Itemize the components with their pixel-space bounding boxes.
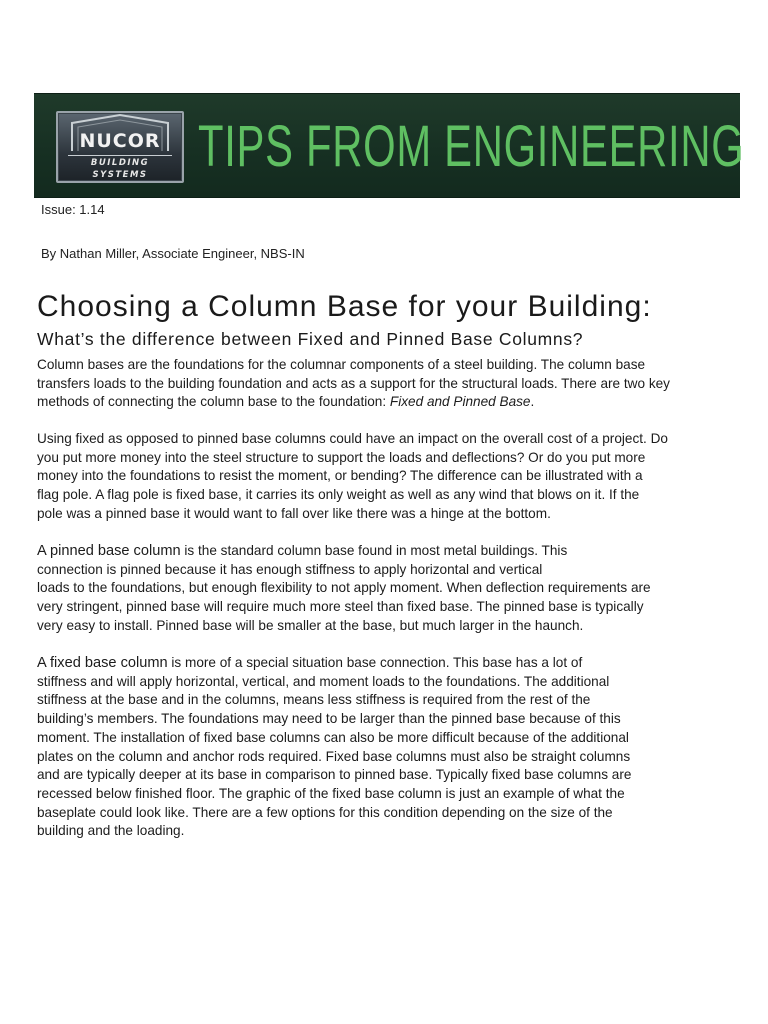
- emphasis-text: Fixed and Pinned Base: [389, 394, 531, 410]
- text-run: is the standard column base found in most metal buildings. This: [180, 543, 568, 558]
- banner-title: TIPS FROM ENGINEERING: [198, 113, 745, 179]
- text-line: recessed below finished floor. The graphic of the fixed base column is just an example of what the: [37, 785, 625, 801]
- text-line: stiffness at the base and in the columns, means less stiffness is required from the rest of the: [37, 692, 591, 708]
- text-line: baseplate could look like. There are a few options for this condition depending on the size of the: [37, 804, 613, 820]
- text-line: moment. The installation of fixed base columns can also be more difficult because of the additional: [37, 729, 629, 745]
- fixed-base-paragraph: [37, 654, 737, 841]
- text-line: very stringent, pinned base will require much more steel than fixed base. The pinned base is typically: [37, 599, 644, 615]
- issue-number: Issue: 1.14: [41, 202, 105, 217]
- cost-paragraph: [37, 430, 737, 524]
- text-line: very easy to install. Pinned base will be smaller at the base, but much larger in the haunch.: [37, 617, 584, 633]
- text-line: stiffness and will apply horizontal, vertical, and moment loads to the foundations. The additional: [37, 673, 610, 689]
- logo-tagline: BUILDING SYSTEMS: [68, 155, 172, 169]
- text-line: [37, 654, 737, 673]
- intro-paragraph: [37, 356, 737, 412]
- lead-term: A pinned base column: [37, 543, 181, 559]
- text-line: building’s members. The foundations may need to be larger than the pinned base because of this: [37, 711, 621, 727]
- lead-term: A fixed base column: [37, 655, 168, 671]
- logo-wordmark: NUCOR: [79, 130, 161, 152]
- text-line: Column bases are the foundations for the columnar components of a steel building. The column base: [37, 357, 646, 372]
- text-line: building and the loading.: [37, 823, 185, 839]
- text-run: methods of connecting the column base to the foundation:: [37, 394, 390, 410]
- pinned-base-paragraph: [37, 542, 737, 636]
- text-run: .: [530, 394, 535, 410]
- text-line: money into the foundations to resist the moment, or bending? The difference can be illustrated with a: [37, 468, 643, 484]
- text-line: flag pole. A flag pole is fixed base, it carries its only weight as well as any wind that blows on it. If the: [37, 487, 640, 503]
- text-line: loads to the foundations, but enough flexibility to not apply moment. When deflection requirements are: [37, 580, 651, 596]
- text-line: connection is pinned because it has enough stiffness to apply horizontal and vertical: [37, 561, 543, 577]
- text-run: is more of a special situation base connection. This base has a lot of: [167, 655, 583, 670]
- nucor-logo: [56, 111, 184, 183]
- text-line: transfers loads to the building foundation and acts as a support for the structural loads. There are two key: [37, 375, 670, 391]
- text-line: plates on the column and anchor rods required. Fixed base columns must also be straight columns: [37, 748, 631, 764]
- header-banner: [34, 93, 745, 198]
- article-subtitle: What’s the difference between Fixed and Pinned Base Columns?: [37, 329, 584, 349]
- author-byline: By Nathan Miller, Associate Engineer, NBS-IN: [41, 246, 305, 261]
- text-line: Using fixed as opposed to pinned base columns could have an impact on the overall cost of a project. Do: [37, 431, 668, 446]
- text-line: you put more money into the steel structure to support the loads and deflections? Or do you put more: [37, 449, 646, 465]
- article-title: Choosing a Column Base for your Building:: [37, 290, 652, 323]
- text-line: [37, 393, 737, 412]
- text-line: [37, 542, 737, 561]
- text-line: and are typically deeper at its base in comparison to pinned base. Typically fixed base columns are: [37, 767, 632, 783]
- text-line: pole was a pinned base it would want to fall over like there was a hinge at the bottom.: [37, 505, 551, 521]
